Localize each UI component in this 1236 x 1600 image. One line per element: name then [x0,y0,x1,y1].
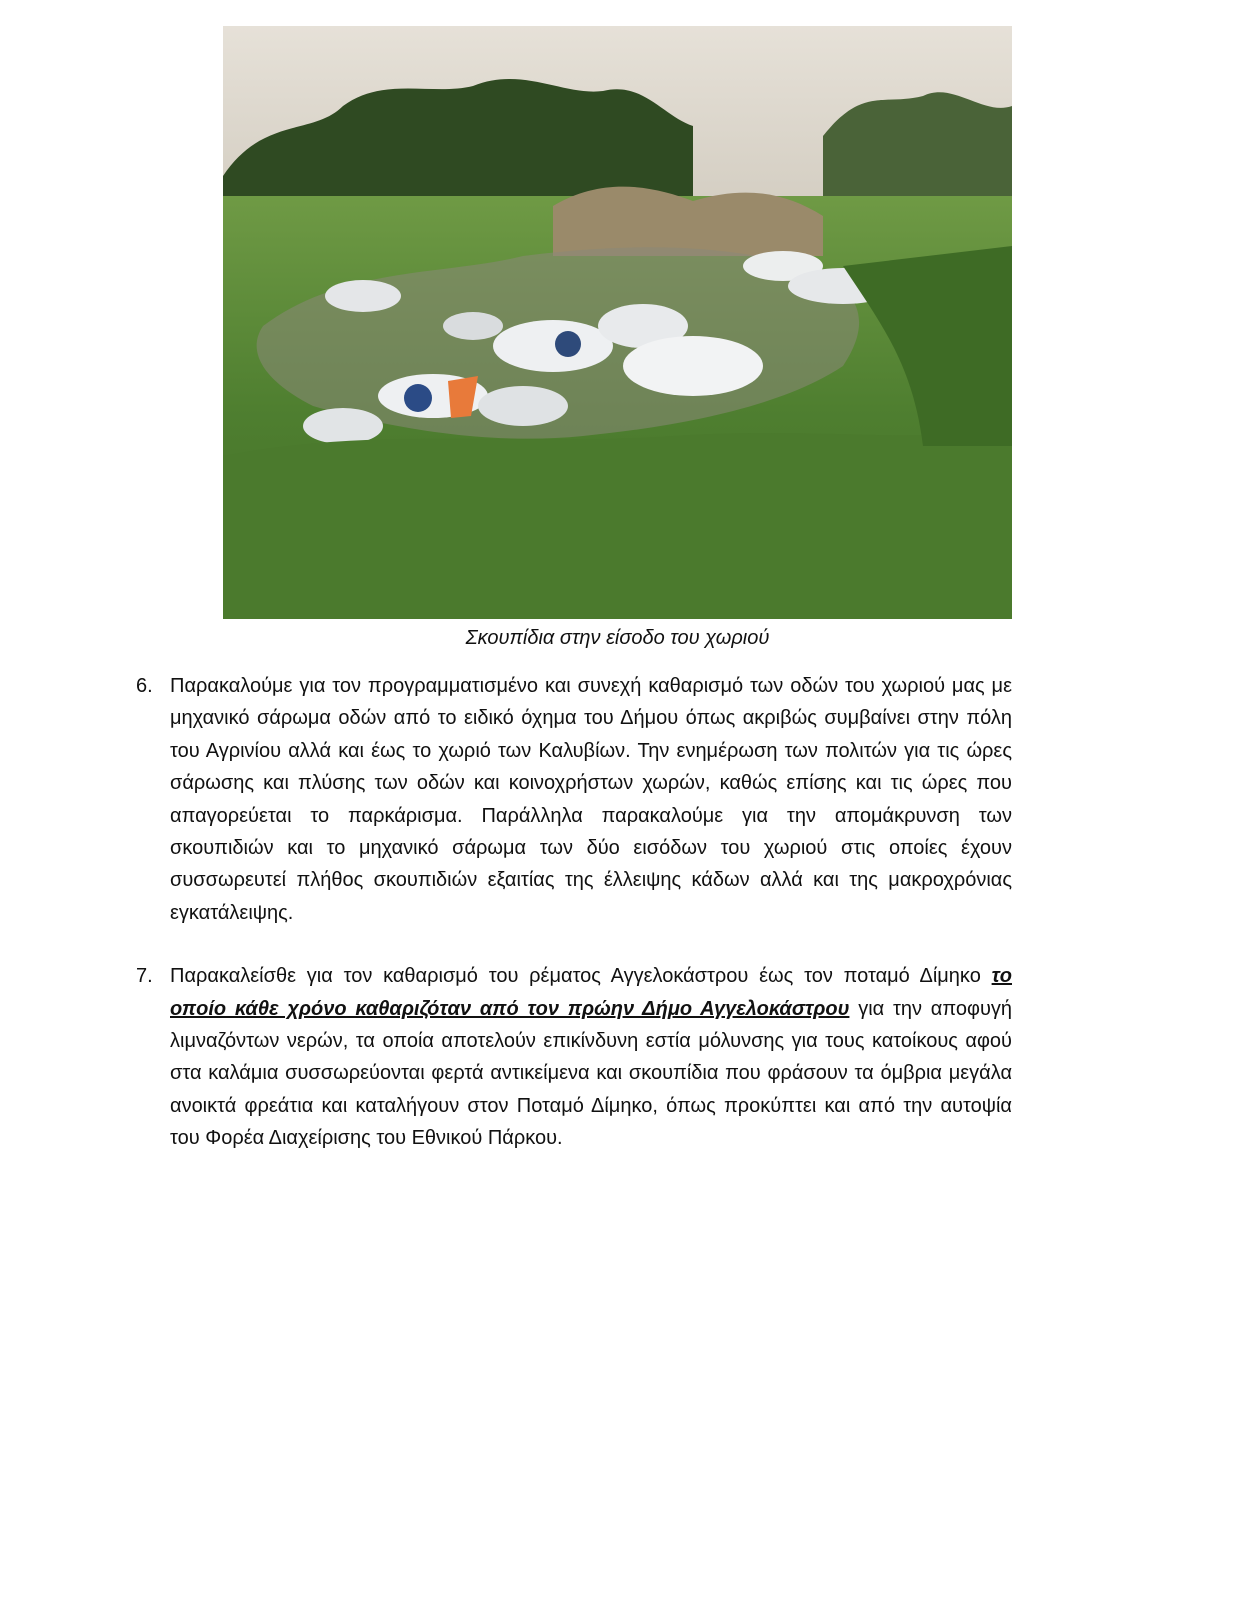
bag-logo [404,384,432,412]
garbage-bag [478,386,568,426]
garbage-bag [443,312,503,340]
item-number: 6. [136,675,153,697]
garbage-photo [223,26,1012,619]
bag-logo [555,331,581,357]
item-text-before: Παρακαλείσθε για τον καθαρισμό του ρέματος Αγγελοκάστρου έως τον ποταμό Δίμηκο [170,965,981,988]
garbage-bag [303,408,383,444]
tall-grass [223,426,1012,619]
request-list [136,670,1012,1186]
garbage-bag [623,336,763,396]
item-text-after: για την αποφυγή λιμναζόντων νερών, τα οποία αποτελούν επικίνδυνη εστία μόλυνσης για τους κατοίκους αφού στα καλάμια συσσωρεύονται φερτά αντικείμενα και σκουπίδια που φράσουν τα όμβρια μεγάλα ανοικτά φρεάτια και καταλήγουν στον Ποταμό Δίμηκο, όπως προκύπτει και από την αυτοψία του Φορέα Διαχείρισης του Εθνικού Πάρκου. [170,997,1013,1150]
item-emphasis: το οποίο κάθε χρόνο καθαριζόταν από τον πρώην Δήμο Αγγελοκάστρου [170,965,1012,1020]
item-number: 7. [136,965,153,988]
list-item-7 [136,960,1012,1154]
garbage-bag [325,280,401,312]
garbage-photo-drawing [223,26,1012,619]
photo-caption: Σκουπίδια στην είσοδο του χωριού [465,627,770,649]
garbage-bag [493,320,613,372]
list-item-6 [136,670,1012,929]
item-text: Παρακαλούμε για τον προγραμματισμένο και συνεχή καθαρισμό των οδών του χωριού μας με μηχανικό σάρωμα οδών από το ειδικό όχημα του Δήμου όπως ακριβώς συμβαίνει στην πόλη του Αγρινίου αλλά και έως το χωριό των Καλυβίων. Την ενημέρωση των πολιτών για τις ώρες σάρωσης και πλύσης των οδών και κοινοχρήστων χωρών, καθώς επίσης και τις ώρες που απαγορεύεται το παρκάρισμα. Παράλληλα παρακαλούμε για την απομάκρυνση των σκουπιδιών και το μηχανικό σάρωμα των δύο εισόδων του χωριού στις οποίες έχουν συσσωρευτεί πλήθος σκουπιδιών εξαιτίας της έλλειψης κάδων αλλά και της μακροχρόνιας εγκατάλειψης. [170,675,1012,924]
